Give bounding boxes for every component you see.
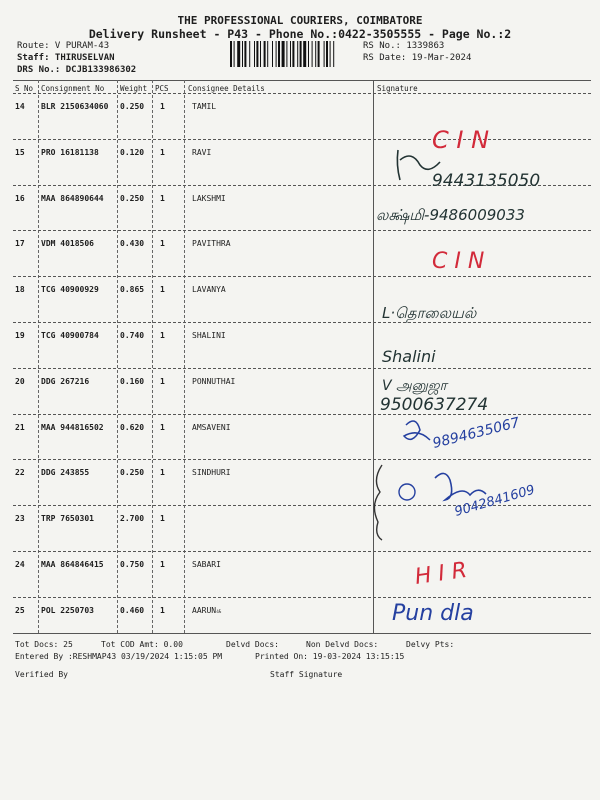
handwritten-scribble <box>404 421 430 440</box>
runsheet-title: Delivery Runsheet - P43 - Phone No.:0422-3505555 - Page No.:2 <box>88 27 512 41</box>
row-serial-number: 19 <box>15 331 25 340</box>
col-header-sno: S No <box>15 84 34 93</box>
row-weight: 0.620 <box>120 422 145 432</box>
row-consignment-number: MAA 864846415 <box>41 560 104 569</box>
row-consignment-number: VDM 4018506 <box>41 239 94 249</box>
row-consignee-name: RAVI <box>192 147 212 157</box>
row-consignee-name: LAKSHMI <box>192 193 226 203</box>
row-serial-number: 23 <box>15 514 25 524</box>
row-consignee-name: PAVITHRA <box>192 239 231 249</box>
row-weight: 0.250 <box>120 102 145 111</box>
row-consignment-number: MAA 864890644 <box>41 193 104 203</box>
row-serial-number: 15 <box>15 147 25 157</box>
company-name: THE PROFESSIONAL COURIERS, COIMBATORE <box>177 14 423 27</box>
row-consignment-number: DDG 267216 <box>41 376 90 386</box>
row-weight: 0.865 <box>120 285 145 295</box>
row-consignment-number: TRP 7650301 <box>41 514 94 524</box>
route-label: Route: V PURAM-43 <box>17 41 110 51</box>
staff-label: Staff: THIRUSELVAN <box>17 53 115 63</box>
row-pieces: 1 <box>160 285 165 295</box>
row-pieces: 1 <box>160 560 165 569</box>
row-serial-number: 20 <box>15 376 25 386</box>
row-weight: 2.700 <box>120 514 145 524</box>
row-weight: 0.250 <box>120 468 145 478</box>
handwritten-phone: 9500637274 <box>380 395 489 415</box>
row-serial-number: 24 <box>15 560 25 569</box>
rs-number: RS No.: 1339863 <box>363 41 445 51</box>
row-pieces: 1 <box>160 468 165 478</box>
row-consignment-number: BLR 2150634060 <box>41 102 109 111</box>
row-pieces: 1 <box>160 102 165 111</box>
row-consignment-number: PRO 16181138 <box>41 147 99 157</box>
row-pieces: 1 <box>160 147 165 157</box>
col-header-pcs: PCS <box>155 84 169 93</box>
printed-on: Printed On: 19-03-2024 13:15:15 <box>255 652 405 661</box>
row-weight: 0.750 <box>120 560 145 569</box>
row-serial-number: 14 <box>15 102 25 111</box>
entered-by: Entered By :RESHMAP43 03/19/2024 1:15:05 PM <box>15 652 223 661</box>
row-weight: 0.120 <box>120 147 145 157</box>
total-docs: Tot Docs: 25 <box>15 640 73 649</box>
non-delivered-docs: Non Delvd Docs: <box>306 640 379 649</box>
row-consignee-name: SHALINI <box>192 331 226 340</box>
staff-signature-label: Staff Signature <box>270 670 343 679</box>
row-consignment-number: DDG 243855 <box>41 468 90 478</box>
row-pieces: 1 <box>160 605 165 615</box>
row-serial-number: 22 <box>15 468 25 478</box>
col-header-consignee: Consignee Details <box>188 84 265 93</box>
row-pieces: 1 <box>160 422 165 432</box>
row-serial-number: 17 <box>15 239 25 249</box>
row-pieces: 1 <box>160 331 165 340</box>
col-header-consignment: Consignment No <box>41 84 105 93</box>
col-header-signature: Signature <box>377 84 418 93</box>
row-consignee-name: PONNUTHAI <box>192 376 236 386</box>
row-pieces: 1 <box>160 239 165 249</box>
row-consignment-number: POL 2250703 <box>41 605 94 615</box>
verified-by-label: Verified By <box>15 670 68 679</box>
row-consignment-number: MAA 944816502 <box>41 422 104 432</box>
row-serial-number: 21 <box>15 422 25 432</box>
total-cod-amount: Tot COD Amt: 0.00 <box>101 640 183 649</box>
row-serial-number: 18 <box>15 285 25 295</box>
handwritten-bracket <box>374 465 382 540</box>
col-header-weight: Weight <box>120 84 148 93</box>
row-consignee-name: LAVANYA <box>192 285 226 295</box>
row-pieces: 1 <box>160 376 165 386</box>
handwritten-signature: L·தொலையல் <box>382 304 477 322</box>
handwritten-signature <box>435 473 486 500</box>
row-pieces: 1 <box>160 193 165 203</box>
handwritten-signature: V அனுஜா <box>382 378 447 394</box>
handwritten-phone: 9443135050 <box>432 171 541 191</box>
handwritten-circle <box>399 484 415 500</box>
delivered-docs: Delvd Docs: <box>226 640 279 649</box>
row-serial-number: 25 <box>15 605 25 615</box>
delivery-points: Delvy Pts: <box>406 640 455 649</box>
handwritten-hir: H I R <box>413 557 469 590</box>
row-consignee-name: AMSAVENI <box>192 422 231 432</box>
row-weight: 0.160 <box>120 376 145 386</box>
handwritten-note: லக்ஷ்மி-9486009033 <box>376 206 525 224</box>
row-weight: 0.430 <box>120 239 145 249</box>
row-weight: 0.250 <box>120 193 145 203</box>
row-weight: 0.460 <box>120 605 145 615</box>
row-consignee-name: SABARI <box>192 560 221 569</box>
row-consignee-name: TAMIL <box>192 102 217 111</box>
row-consignment-number: TCG 40900929 <box>41 285 99 295</box>
handwritten-cin: C I N <box>432 249 485 274</box>
row-pieces: 1 <box>160 514 165 524</box>
drs-number: DRS No.: DCJB133986302 <box>17 65 137 75</box>
row-consignee-name: SINDHURI <box>192 468 231 478</box>
handwritten-signature: Shalini <box>382 347 436 366</box>
row-weight: 0.740 <box>120 331 145 340</box>
row-consignment-number: TCG 40900784 <box>41 331 99 340</box>
handwritten-signature: Pun dla <box>392 601 474 626</box>
row-serial-number: 16 <box>15 193 25 203</box>
row-consignee-name: AARUN௧ <box>192 605 222 615</box>
handwritten-phone: 9042841609 <box>452 482 537 520</box>
handwritten-phone: 9894635067 <box>431 414 522 452</box>
handwritten-cin: C I N <box>432 126 490 154</box>
rs-date: RS Date: 19-Mar-2024 <box>363 53 472 63</box>
